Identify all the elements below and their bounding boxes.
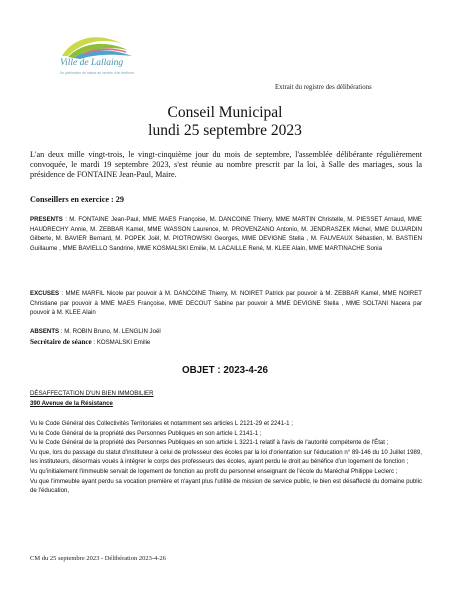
logo-city-name: Ville de Lallaing: [60, 58, 124, 68]
intro-paragraph: L'an deux mille vingt-trois, le vingt-cinquième jour du mois de septembre, l'assemblée délibérante régulièrement convoquée, le mardi 19 septembre 2023, s'est réunie au nombre prescrit par la loi, à Salle des mariages, sous la présidence de FONTAINE Jean-Paul, Maire.: [30, 150, 422, 179]
consideration-item: Vu qu'initialement l'immeuble servait de logement de fonction au profit du personnel enseignant de l'école du Maréchal Philippe Leclerc ;: [30, 467, 398, 475]
absent-names: : M. ROBIN Bruno, M. LENGLIN Joël: [59, 328, 161, 335]
excused-list: [30, 289, 422, 318]
absent-label: ABSENTS: [30, 328, 60, 335]
logo-tagline: Un patrimoine de nature au service d'un territoire: [60, 71, 134, 75]
present-label: PRESENTS: [30, 216, 63, 223]
consideration-item: Vu le Code Général des Collectivités Territoriales et notamment ses articles L 2121-29 et 2241-1 ;: [30, 420, 293, 427]
extract-label: Extrait du registre des délibérations: [275, 84, 372, 91]
absent-list: [30, 327, 422, 337]
secretary-label: Secrétaire de séance: [30, 338, 92, 346]
city-logo: [56, 30, 136, 92]
present-names: : M. FONTAINE Jean-Paul, MME MAES Françoise, M. DANCOINE Thierry, MME MARTIN Christelle, M. PIESSET Arnaud, MME HAUDRECHY Annie, M. ZEBBAR Kamel, MME WASSON Laurence, M. PROVENZANO Antonio, M. JENDRASZEK Michel, MME DUJARDIN Gilberte, M. BAVIER Bernard, M. POPEK Joël, M. PIOTROWSKI Georges, MME DEVIGNE Stella , M. FAUVEAUX Sébastien, M. BASTIEN Guillaume , MME BAVIELLO Sandrine, MME KOSMALSKI Emilie, M. LACAILLE René, M. KLEE Alain, MME MARTINACHE Sonia: [30, 216, 422, 252]
excused-names: : MME MARFIL Nicole par pouvoir à M. DANCOINE Thierry, M. NOIRET Patrick par pouvoir à M. ZEBBAR Kamel, MME NOIRET Christiane par pouvoir à MME MAES Françoise, MME DECOUT Sabine par pouvoir à MME DEVIGNE Stella , MME SOLTANI Nacera par pouvoir à M. KLEE Alain: [30, 290, 422, 317]
secretary-line: [30, 337, 422, 348]
objet-heading: OBJET : 2023-4-26: [181, 365, 269, 376]
excused-label: EXCUSES: [30, 290, 60, 297]
consideration-item: Vu que l'immeuble ayant perdu sa vocation première et n'ayant plus l'utilité de mission de service public, le bien est désaffecté du domaine public de l'éducation,: [30, 477, 422, 495]
present-list: [30, 215, 422, 253]
page-footer: CM du 25 septembre 2023 - Délibération 2023-4-26: [30, 555, 166, 562]
subject-title: DÉSAFFECTATION D'UN BIEN IMMOBILIER: [30, 390, 154, 397]
logo-swoosh-icon: [56, 30, 136, 60]
consideration-item: Vu le Code Général de la propriété des Personnes Publiques en son article L 2141-1 ;: [30, 429, 262, 437]
consideration-item: Vu que, lors du passage du statut d'instituteur à celui de professeur des écoles par la loi d'orientation sur l'éducation n° 89-146 du 10 Juillet 1989, les instituteurs, désormais voués à intégrer le corps des professeurs des écoles, ayant perdu le droit au bénéfice d'un logement de fonction ;: [30, 448, 422, 466]
meeting-date: lundi 25 septembre 2023: [148, 122, 302, 139]
document-title: Conseil Municipal: [167, 104, 283, 121]
consideration-item: Vu le Code Général de la propriété des Personnes Publiques en son article L 3221-1 relatif à l'avis de l'autorité compétente de l'État ;: [30, 439, 389, 447]
considerations-list: [30, 419, 422, 496]
counsellors-count: Conseillers en exercice : 29: [30, 195, 124, 204]
subject-address: 390 Avenue de la Résistance: [30, 400, 113, 407]
secretary-name: : KOSMALSKI Emilie: [91, 339, 151, 346]
